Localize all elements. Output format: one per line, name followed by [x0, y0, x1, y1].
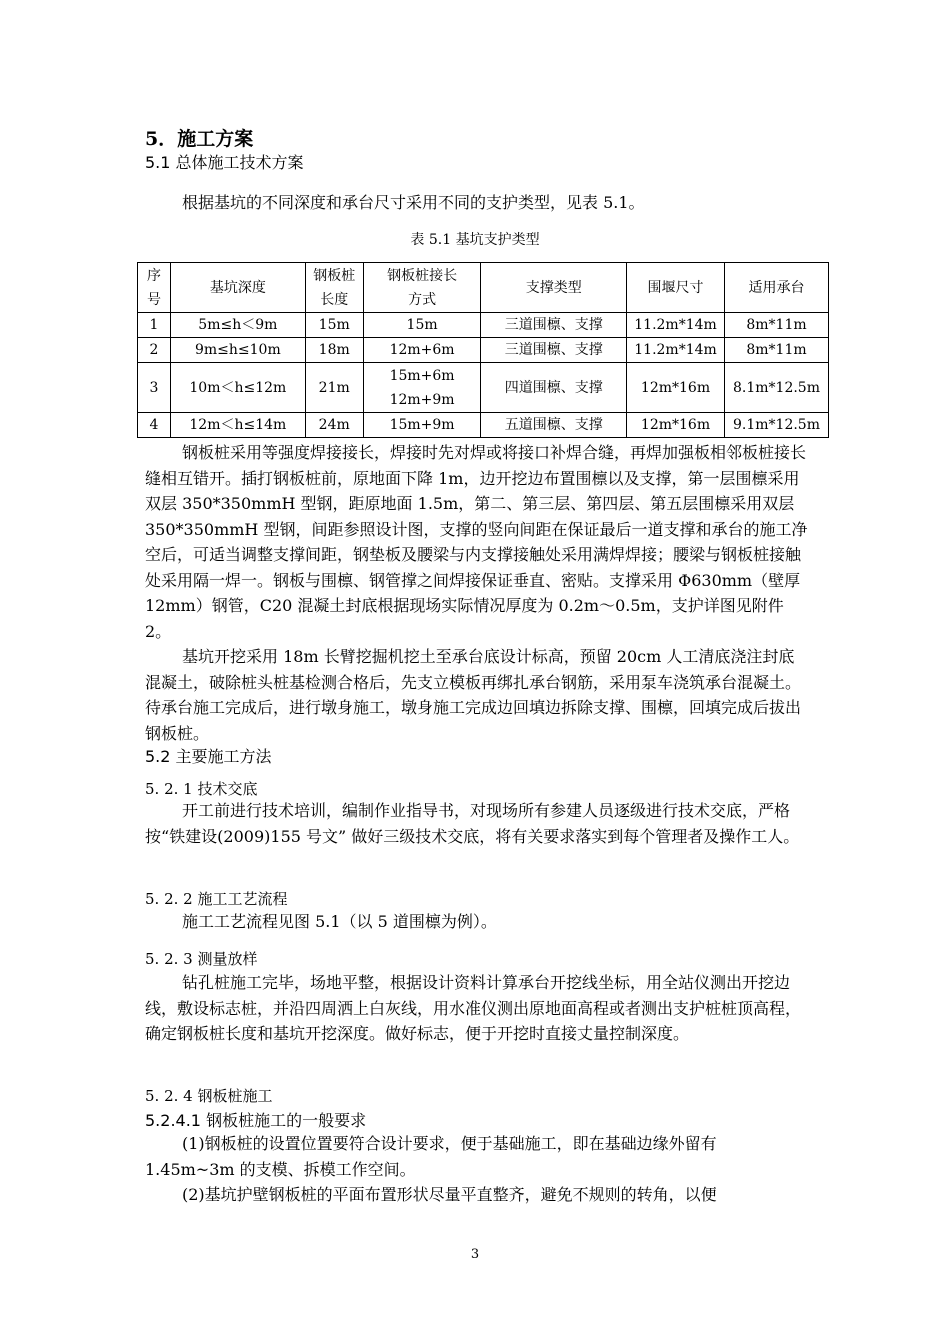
- heading-5-2-4: 5. 2. 4 钢板桩施工: [145, 1087, 273, 1105]
- paragraph-text: (1)钢板桩的设置位置要符合设计要求，便于基础施工，即在基础边缘外留有 1.45m~3m 的支模、拆模工作空间。: [145, 1134, 717, 1179]
- table-cell: 三道围檩、支撑: [481, 313, 627, 338]
- table-cell: 18m: [305, 338, 363, 363]
- table-cell: 9m≤h≤10m: [170, 338, 305, 363]
- table-row: [138, 413, 829, 438]
- requirement-1: [145, 1131, 809, 1182]
- table-header-row: [138, 263, 829, 313]
- paragraph-text: 施工工艺流程见图 5.1（以 5 道围檩为例）。: [182, 912, 497, 931]
- header-cell-support: 支撑类型: [481, 263, 627, 313]
- paragraph-text: 钻孔桩施工完毕，场地平整，根据设计资料计算承台开挖线坐标，用全站仪测出开挖边线，敷设标志桩，并沿四周洒上白灰线，用水准仪测出原地面高程或者测出支护桩桩顶高程，确定钢板桩长度和基坑开挖深度。做好标志，便于开挖时直接丈量控制深度。: [145, 973, 802, 1043]
- paragraph-5-2-3: [145, 970, 809, 1047]
- table-cell: 4: [138, 413, 171, 438]
- header-cell-pile-length: 钢板桩 长度: [305, 263, 363, 313]
- subsection-5-1-title: 5.1 总体施工技术方案: [145, 153, 304, 172]
- header-cell-no: 序 号: [138, 263, 171, 313]
- table-cell: 12m＜h≤14m: [170, 413, 305, 438]
- table-caption: 表 5.1 基坑支护类型: [410, 232, 540, 248]
- table-cell-multiline: 15m+6m 12m+9m: [363, 363, 481, 413]
- table-cell: 3: [138, 363, 171, 413]
- table-cell: 1: [138, 313, 171, 338]
- table-cell: 10m＜h≤12m: [170, 363, 305, 413]
- table-cell: 15m: [363, 313, 481, 338]
- paragraph-text: 基坑开挖采用 18m 长臂挖掘机挖土至承台底设计标高，预留 20cm 人工清底浇注封底混凝土，破除桩头桩基检测合格后，先支立模板再绑扎承台钢筋，采用泵车浇筑承台混凝土。待承台施工完成后，进行墩身施工，墩身施工完成边回填边拆除支撑、围檩，回填完成后拔出钢板桩。: [145, 647, 802, 743]
- table-cell: 12m+6m: [363, 338, 481, 363]
- table-cell: 9.1m*12.5m: [725, 413, 829, 438]
- heading-5-2-1: 5. 2. 1 技术交底: [145, 780, 258, 798]
- heading-5-2-3: 5. 2. 3 测量放样: [145, 950, 258, 968]
- heading-5-2-4-1: 5.2.4.1 钢板桩施工的一般要求: [145, 1111, 367, 1130]
- table-row: [138, 338, 829, 363]
- paragraph-text: 开工前进行技术培训，编制作业指导书，对现场所有参建人员逐级进行技术交底，严格按“铁建设(2009)155 号文” 做好三级技术交底，将有关要求落实到每个管理者及操作工人。: [145, 801, 800, 846]
- header-cell-cofferdam: 围堰尺寸: [627, 263, 725, 313]
- paragraph-5-2-2: [145, 909, 809, 935]
- table-row: [138, 363, 829, 413]
- header-cell-splice: 钢板桩接长 方式: [363, 263, 481, 313]
- support-type-table: [137, 262, 829, 438]
- table-cell: 四道围檩、支撑: [481, 363, 627, 413]
- table-row: [138, 313, 829, 338]
- body-paragraph-2: [145, 644, 809, 746]
- header-cell-depth: 基坑深度: [170, 263, 305, 313]
- table-cell: 12m*16m: [627, 363, 725, 413]
- table-cell: 5m≤h＜9m: [170, 313, 305, 338]
- table-cell: 8m*11m: [725, 313, 829, 338]
- intro-text: 根据基坑的不同深度和承台尺寸采用不同的支护类型，见表 5.1。: [182, 193, 645, 212]
- subsection-5-2-title: 5.2 主要施工方法: [145, 747, 272, 766]
- table-cell: 8.1m*12.5m: [725, 363, 829, 413]
- heading-5-2-2: 5. 2. 2 施工工艺流程: [145, 890, 288, 908]
- table-cell: 12m*16m: [627, 413, 725, 438]
- table-cell: 15m: [305, 313, 363, 338]
- table-cell: 21m: [305, 363, 363, 413]
- table-cell: 8m*11m: [725, 338, 829, 363]
- section-title: 5．施工方案: [145, 128, 254, 150]
- paragraph-text: (2)基坑护壁钢板桩的平面布置形状尽量平直整齐，避免不规则的转角，以便: [182, 1185, 717, 1204]
- paragraph-text: 钢板桩采用等强度焊接接长，焊接时先对焊或将接口补焊合缝，再焊加强板相邻板桩接长缝相互错开。插打钢板桩前，原地面下降 1m，边开挖边布置围檩以及支撑，第一层围檩采用双层 350*350mmH 型钢，距原地面 1.5m，第二、第三层、第四层、第五层围檩采用双层 350*350mmH 型钢，间距参照设计图，支撑的竖向间距在保证最后一道支撑和承台的施工净空后，可适当调整支撑间距，钢垫板及腰梁与内支撑接触处采用满焊焊接；腰梁与钢板桩接触处采用隔一焊一。钢板与围檩、钢管撑之间焊接保证垂直、密贴。支撑采用 Φ630mm（壁厚 12mm）钢管，C20 混凝土封底根据现场实际情况厚度为 0.2m～0.5m，支护详图见附件 2。: [145, 443, 808, 641]
- page-number: 3: [470, 1247, 480, 1262]
- table-cell: 五道围檩、支撑: [481, 413, 627, 438]
- intro-paragraph: [145, 190, 809, 216]
- header-cell-cap: 适用承台: [725, 263, 829, 313]
- table-cell: 24m: [305, 413, 363, 438]
- requirement-2: [145, 1182, 809, 1208]
- table-cell: 11.2m*14m: [627, 313, 725, 338]
- table-cell: 三道围檩、支撑: [481, 338, 627, 363]
- table-cell: 15m+9m: [363, 413, 481, 438]
- table-cell: 2: [138, 338, 171, 363]
- body-paragraph-1: [145, 440, 809, 644]
- table-cell: 11.2m*14m: [627, 338, 725, 363]
- paragraph-5-2-1: [145, 798, 809, 849]
